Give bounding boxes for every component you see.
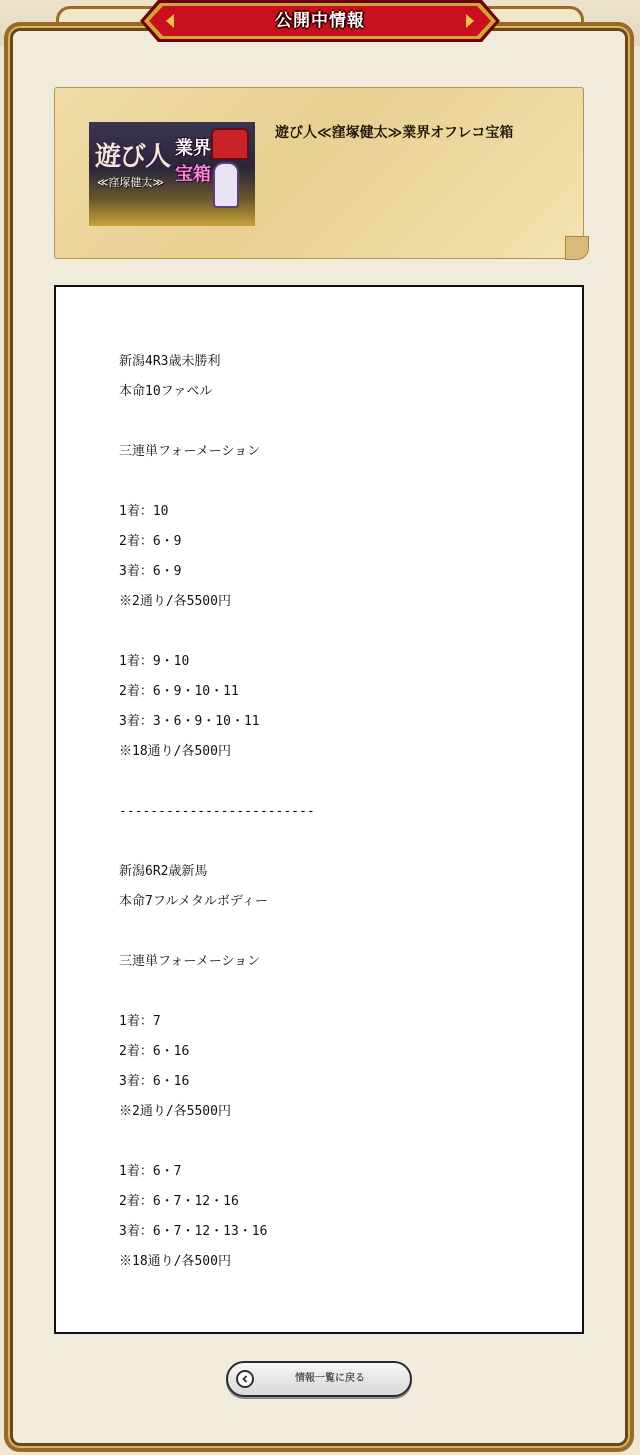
- blank-line: [119, 407, 315, 437]
- blank-line: [119, 827, 315, 857]
- post-line: 新潟6R2歳新馬: [119, 864, 208, 879]
- post-line: 1着：10: [119, 504, 169, 519]
- character-icon: [213, 162, 239, 208]
- content-panel: [54, 285, 584, 1334]
- post-line: ※18通り/各500円: [119, 744, 231, 759]
- post-line: 三連単フォーメーション: [119, 444, 261, 459]
- post-line: 新潟4R3歳未勝利: [119, 354, 221, 369]
- post-line: 1着：6・7: [119, 1164, 182, 1179]
- scroll-curl: [565, 236, 589, 260]
- post-line: 3着：6・9: [119, 564, 182, 579]
- post-line: ※2通り/各5500円: [119, 1104, 231, 1119]
- treasure-chest-icon: [211, 128, 249, 160]
- blank-line: [119, 1127, 315, 1157]
- post-line: 2着：6・7・12・16: [119, 1194, 239, 1209]
- blank-line: [119, 917, 315, 947]
- thumbnail-subtitle: ≪窪塚健太≫: [97, 176, 165, 189]
- card-title: 遊び人≪窪塚健太≫業界オフレコ宝箱: [275, 125, 514, 141]
- chevron-left-icon: [236, 1370, 254, 1388]
- blank-line: [119, 467, 315, 497]
- thumbnail-image[interactable]: [89, 122, 255, 226]
- post-line: 本命7フルメタルボディー: [119, 894, 268, 909]
- post-line: ※2通り/各5500円: [119, 594, 231, 609]
- post-line: 三連単フォーメーション: [119, 954, 261, 969]
- blank-line: [119, 977, 315, 1007]
- post-line: ※18通り/各500円: [119, 1254, 231, 1269]
- post-line: 3着：3・6・9・10・11: [119, 714, 260, 729]
- back-to-list-button[interactable]: [226, 1361, 412, 1397]
- post-line: 2着：6・9: [119, 534, 182, 549]
- post-line: 2着：6・16: [119, 1044, 190, 1059]
- thumbnail-title-c: 宝箱: [175, 164, 211, 185]
- thumbnail-title-a: 遊び人: [95, 142, 171, 172]
- back-button-label: 情報一覧に戻る: [295, 1373, 365, 1384]
- blank-line: [119, 767, 315, 797]
- post-line: 2着：6・9・10・11: [119, 684, 239, 699]
- page-title: 公開中情報: [275, 11, 365, 31]
- post-line: 3着：6・16: [119, 1074, 190, 1089]
- thumbnail-title-b: 業界: [175, 138, 211, 159]
- post-body: [119, 347, 315, 1277]
- post-line: -------------------------: [119, 804, 315, 819]
- info-card: [54, 87, 584, 259]
- title-banner: [140, 0, 500, 42]
- blank-line: [119, 617, 315, 647]
- post-line: 3着：6・7・12・13・16: [119, 1224, 268, 1239]
- post-line: 1着：7: [119, 1014, 161, 1029]
- post-line: 本命10ファベル: [119, 384, 213, 399]
- post-line: 1着：9・10: [119, 654, 190, 669]
